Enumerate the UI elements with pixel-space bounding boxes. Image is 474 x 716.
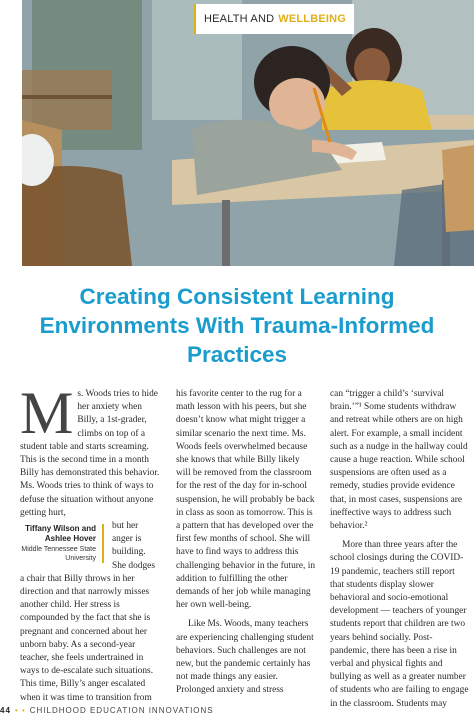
paragraph-text: s. Woods tries to hide her anxiety when Billy, a 1st-grader, climbs on top of a student table and starts screaming. This is the second time in a month Billy has demonstrated this behavior. Ms. Woods tries to think of ways to defuse the situation without anyone getting hurt, xyxy=(20,389,160,518)
paragraph xyxy=(20,380,160,520)
section-label xyxy=(194,4,354,34)
section-label-part2: WELLBEING xyxy=(278,13,347,25)
author-names: Tiffany Wilson and Ashlee Hover xyxy=(25,524,96,544)
page-footer xyxy=(0,706,474,716)
classroom-illustration xyxy=(22,0,474,266)
drop-cap: M xyxy=(20,380,74,446)
footer-dots: • • xyxy=(14,706,26,715)
text-column-2 xyxy=(176,388,316,698)
text-column-1 xyxy=(20,380,160,705)
paragraph-text: but her anger is building. She dodges a chair that Billy throws in her direction and that narrowly misses another child. Her stress is compounded by the fact that she is pregnant and concerned about her unborn baby. As a second-year teacher, she feels undertrained in ways to de-escalate such situations. This time, Billy’s anger escalated when it was time to transition from xyxy=(20,521,155,703)
paragraph-text: Like Ms. Woods, many teachers are experiencing challenging student behaviors. Such challenges are not new, but the pandemic certainly has not made things any easier. Prolonged anxiety and stress xyxy=(176,619,314,696)
article-title: Creating Consistent Learning Environments With Trauma-Informed Practices xyxy=(39,284,435,367)
paragraph-text: More than three years after the school closings during the COVID-19 pandemic, teachers still report that students display slower behavioral and socio-emotional development — teachers of younger students report that children are two years behind socially. Post-pandemic, there has been a rise in verbal and physical fights and bullying as well as a greater number of students who are failing to engage in the classroom. Students may xyxy=(330,540,469,709)
section-label-part1: HEALTH AND xyxy=(204,13,275,25)
text-column-3 xyxy=(330,388,470,711)
author-affiliation: Middle Tennessee State University xyxy=(21,546,96,563)
paragraph-text: his favorite center to the rug for a math lesson with his peers, but she doesn’t know what might trigger a similar scenario the next time. Ms. Woods feels overwhelmed because she knows that while Billy likely will be removed from the classroom for the rest of the day for in-school suspension, he will probably be back in class as soon as tomorrow. This is a pattern that has developed over the first few months of school. She will have to find ways to address this challenging behavior in the future, in addition to fulfilling the other demands of her job while managing her own well-being. xyxy=(176,389,316,611)
classroom-photo xyxy=(22,0,474,266)
journal-name: CHILDHOOD EDUCATION INNOVATIONS xyxy=(29,706,214,715)
author-byline xyxy=(20,524,104,563)
page-number: 44 xyxy=(0,706,11,715)
paragraph-text: can “trigger a child’s ‘survival brain.’”¹ Some students withdraw and retreat while others are on high alert. For example, a small incident such as a nudge in the hallway could cause a huge reaction. While school suspensions are often used as a remedy, studies provide evidence that, in most cases, suspensions are ineffective ways to address such behavior.² xyxy=(330,389,468,532)
